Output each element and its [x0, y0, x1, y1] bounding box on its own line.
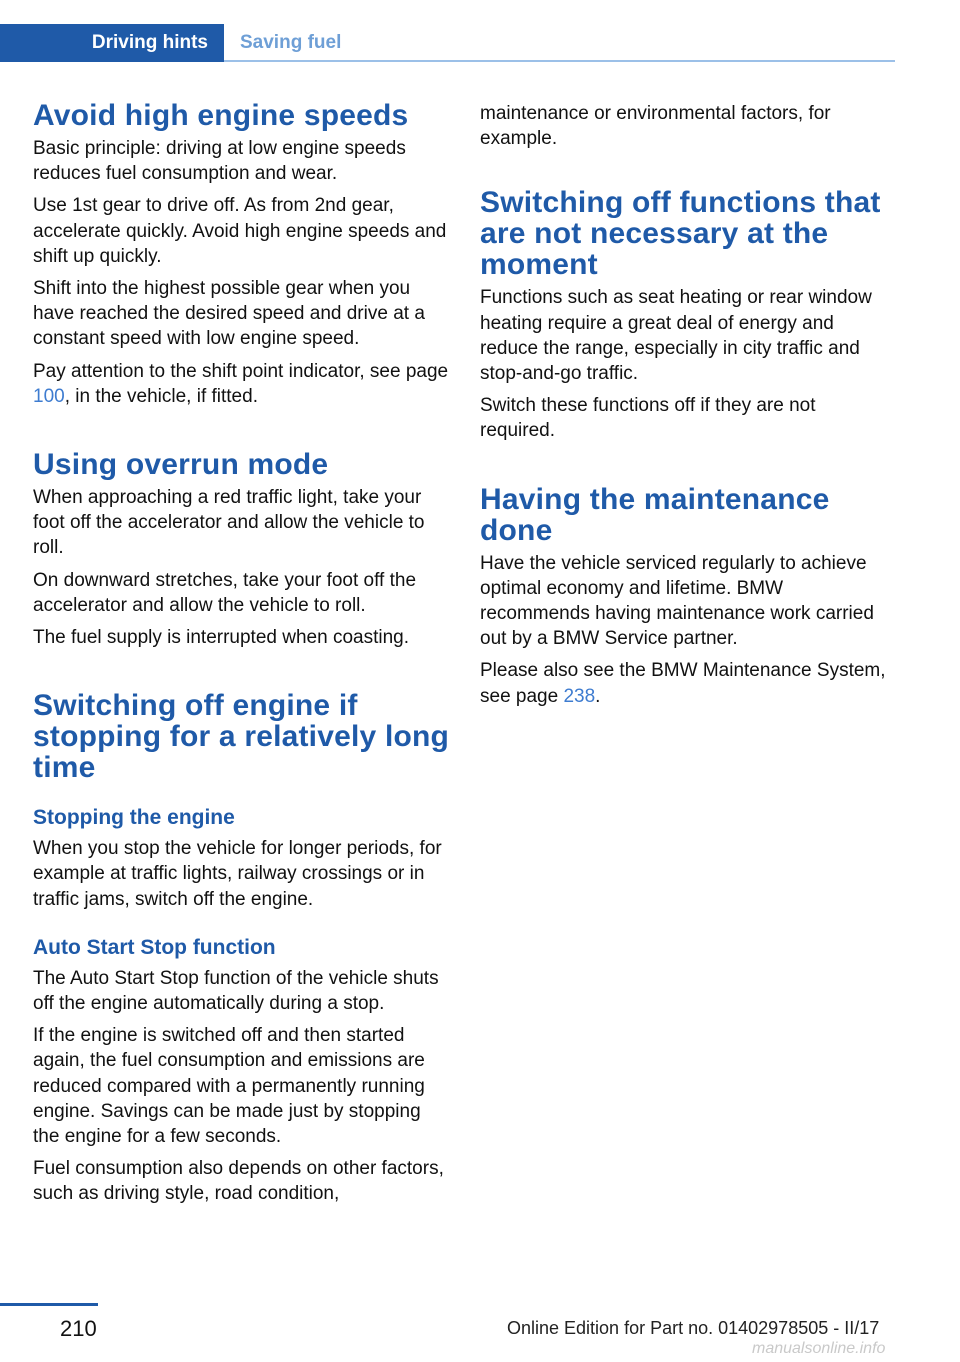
watermark: manualsonline.info [752, 1340, 886, 1357]
left-column [33, 100, 451, 1207]
footer-rule [0, 1303, 98, 1306]
text: Pay attention to the shift point indicator, see page [33, 360, 449, 382]
paragraph: When approaching a red traffic light, take your foot off the accelerator and allow the vehicle to roll. [33, 487, 425, 559]
paragraph: If the engine is switched off and then started again, the fuel consumption and emissions are reduced compared with a permanently running engine. Savings can be made just by stopping the engine for a few seconds. [33, 1025, 425, 1148]
text: Please also see the BMW Maintenance System, see page [480, 660, 886, 707]
right-column [480, 101, 895, 709]
edition-note: Online Edition for Part no. 01402978505 - II/17 [507, 1318, 880, 1338]
header-tabs [0, 24, 895, 62]
paragraph: Basic principle: driving at low engine speeds reduces fuel consumption and wear. [33, 138, 406, 185]
subheading-stopping-the-engine: Stopping the engine [33, 806, 235, 830]
tab-saving-fuel[interactable]: Saving fuel [240, 32, 342, 53]
heading-switching-off-engine: Switching off engine if stopping for a relatively long time [33, 689, 450, 785]
paragraph: Use 1st gear to drive off. As from 2nd gear, accelerate quickly. Avoid high engine speeds and shift up quickly. [33, 195, 447, 267]
paragraph: Functions such as seat heating or rear window heating require a great deal of energy and reduce the range, especially in city traffic and stop-and-go traffic. [480, 287, 872, 385]
paragraph-continued: maintenance or environmental factors, for example. [480, 103, 831, 150]
page-link-238[interactable]: 238 [563, 685, 596, 707]
text: . [595, 685, 601, 707]
paragraph: When you stop the vehicle for longer periods, for example at traffic lights, railway crossings or in traffic jams, switch off the engine. [33, 838, 442, 910]
paragraph: Have the vehicle serviced regularly to achieve optimal economy and lifetime. BMW recommends having maintenance work carried out by a BMW Service partner. [480, 552, 874, 650]
paragraph: Fuel consumption also depends on other factors, such as driving style, road condition, [33, 1158, 444, 1205]
text: , in the vehicle, if fitted. [64, 385, 258, 407]
header-rule [224, 60, 895, 62]
paragraph: Shift into the highest possible gear when you have reached the desired speed and drive at a constant speed with low engine speed. [33, 278, 425, 350]
tab-driving-hints[interactable]: Driving hints [0, 24, 224, 62]
heading-avoid-high-engine-speeds: Avoid high engine speeds [33, 99, 409, 132]
page-number: 210 [60, 1316, 97, 1341]
paragraph-shift-indicator [33, 359, 451, 409]
heading-switching-off-functions: Switching off functions that are not necessary at the moment [480, 186, 881, 282]
paragraph: Switch these functions off if they are not required. [480, 395, 816, 442]
heading-having-maintenance-done: Having the maintenance done [480, 482, 830, 547]
paragraph: The fuel supply is interrupted when coasting. [33, 627, 409, 649]
subheading-auto-start-stop: Auto Start Stop function [33, 935, 276, 959]
heading-using-overrun-mode: Using overrun mode [33, 448, 329, 482]
paragraph: On downward stretches, take your foot off the accelerator and allow the vehicle to roll. [33, 569, 417, 616]
paragraph: The Auto Start Stop function of the vehicle shuts off the engine automatically during a stop. [33, 967, 439, 1015]
page-link-100[interactable]: 100 [33, 385, 65, 407]
paragraph-maintenance-system [480, 658, 895, 708]
